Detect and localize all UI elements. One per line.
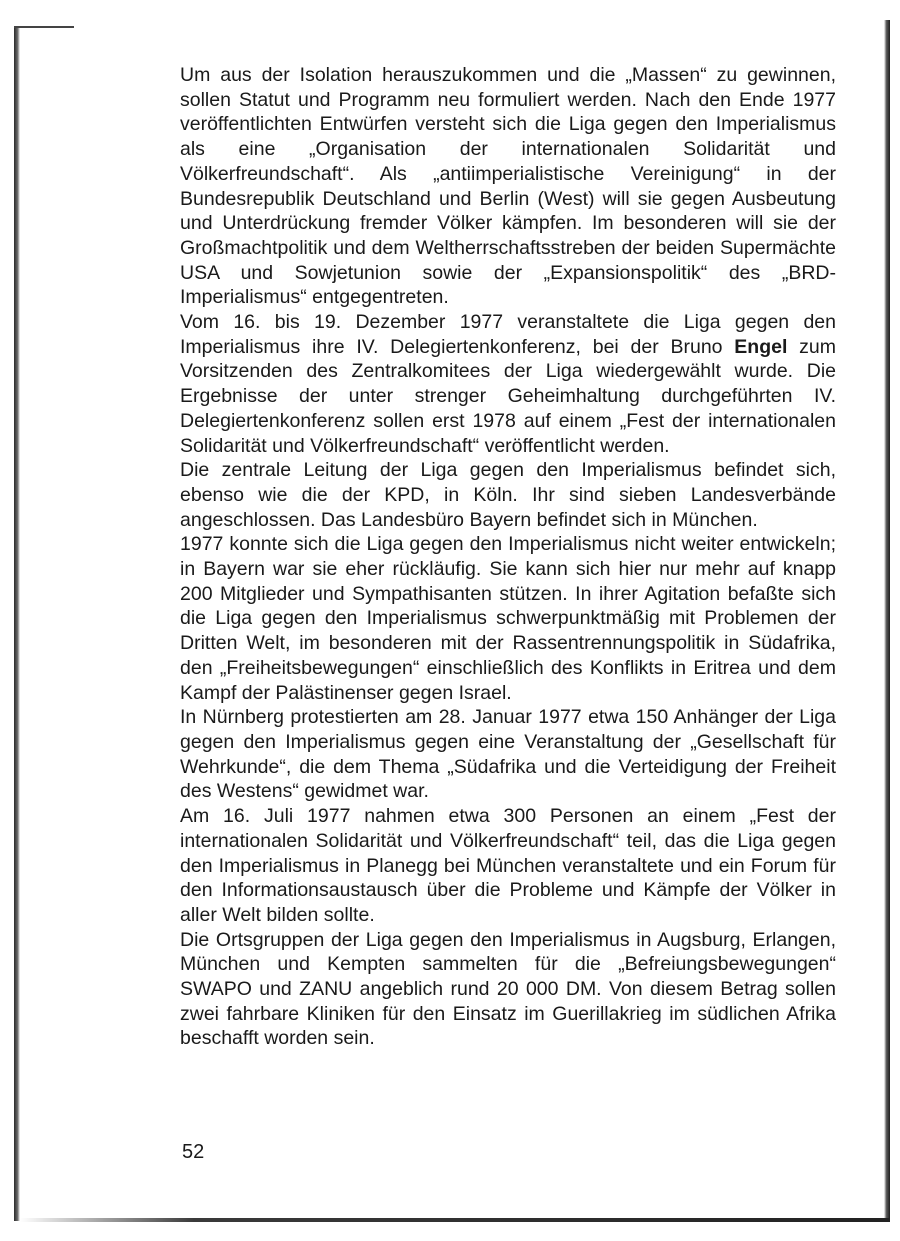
bold-name: Engel (734, 335, 788, 358)
paragraph-text: 1977 konnte sich die Liga gegen den Imperialismus nicht weiter entwickeln; in Bayern war sie eher rückläufig. Sie kann sich hier nur mehr auf knapp 200 Mitglieder und Sympathisanten stützen. In ihrer Agitation befaßte sich die Liga gegen den Imperialismus schwerpunktmäßig mit Problemen der Dritten Welt, im besonderen mit der Rassentrennungspolitik in Südafrika, den „Freiheitsbewegungen“ einschließlich des Konflikts in Eritrea und dem Kampf der Palästinenser gegen Israel. (180, 533, 836, 704)
page-edge-top-mark (14, 26, 74, 28)
paragraph-text: Die Ortsgruppen der Liga gegen den Imperialismus in Augsburg, Erlangen, München und Kempten sammelten für die „Befreiungsbewegungen“ SWAPO und ZANU angeblich rund 20 000 DM. Von diesem Betrag sollen zwei fahrbare Kliniken für den Einsatz im Guerillakrieg im südlichen Afrika beschafft worden sein. (180, 928, 836, 1050)
page-number: 52 (182, 1141, 205, 1163)
body-text (180, 63, 836, 1051)
paragraph-1 (180, 63, 836, 310)
paragraph-2 (180, 310, 836, 458)
paragraph-text: zum Vorsitzenden des Zentralkomitees der Liga wiedergewählt wurde. Die Ergebnisse der unter strenger Geheimhaltung durchgeführten IV. Delegiertenkonferenz sollen erst 1978 auf einem „Fest der internationalen Solidarität und Völkerfreundschaft“ veröffentlicht werden. (180, 335, 836, 457)
page-edge-bottom (20, 1218, 890, 1222)
paragraph-4 (180, 532, 836, 705)
paragraph-text: Vom 16. bis 19. Dezember 1977 veranstaltete die Liga gegen den Imperialismus ihre IV. Delegiertenkonferenz, bei der Bruno (180, 311, 836, 358)
paragraph-3 (180, 458, 836, 532)
paragraph-text: Am 16. Juli 1977 nahmen etwa 300 Personen an einem „Fest der internationalen Solidarität und Völkerfreundschaft“ teil, das die Liga gegen den Imperialismus in Planegg bei München veranstaltete und ein Forum für den Informationsaustausch über die Probleme und Kämpfe der Völker in aller Welt bilden sollte. (180, 805, 836, 926)
paragraph-text: Um aus der Isolation herauszukommen und die „Massen“ zu gewinnen, sollen Statut und Programm neu formuliert werden. Nach den Ende 1977 veröffentlichten Entwürfen versteht sich die Liga gegen den Imperialismus als eine „Organisation der internationalen Solidarität und Völkerfreundschaft“. Als „antiimperialistische Vereinigung“ in der Bundesrepublik Deutschland und Berlin (West) will sie gegen Ausbeutung und Unterdrückung fremder Völker kämpfen. Im besonderen will sie der Großmachtpolitik und dem Weltherrschaftsstreben der beiden Supermächte USA und Sowjetunion sowie der „Expansionspolitik“ des „BRD-Imperialismus“ entgegentreten. (180, 64, 836, 309)
paragraph-5 (180, 705, 836, 804)
paragraph-7 (180, 928, 836, 1052)
page-edge-right (884, 20, 890, 1222)
page-edge-left (14, 26, 20, 1221)
paragraph-6 (180, 804, 836, 928)
paragraph-text: In Nürnberg protestierten am 28. Januar 1977 etwa 150 Anhänger der Liga gegen den Imperialismus gegen eine Veranstaltung der „Gesellschaft für Wehrkunde“, die dem Thema „Südafrika und die Verteidigung der Freiheit des Westens“ gewidmet war. (180, 706, 836, 803)
paragraph-text: Die zentrale Leitung der Liga gegen den Imperialismus befindet sich, ebenso wie die der KPD, in Köln. Ihr sind sieben Landesverbände angeschlossen. Das Landesbüro Bayern befindet sich in München. (180, 459, 836, 531)
